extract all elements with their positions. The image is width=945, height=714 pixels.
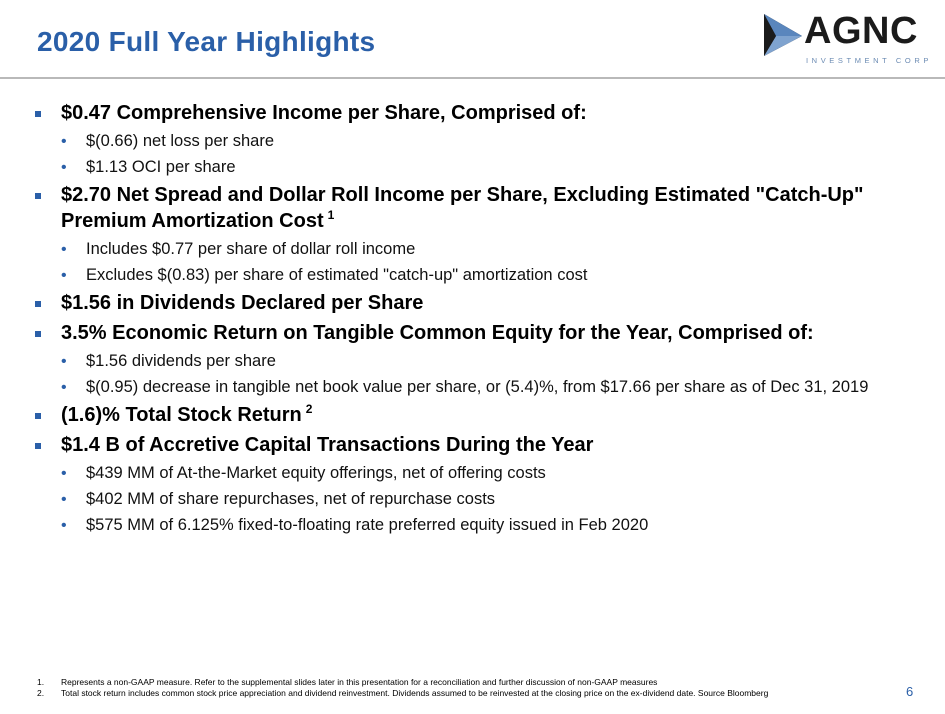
footnote-ref: 1: [327, 208, 335, 223]
highlight-item: [0, 320, 945, 346]
dot-bullet-icon: •: [61, 491, 67, 508]
sub-item: [0, 239, 945, 260]
page-title: 2020 Full Year Highlights: [37, 26, 376, 57]
sub-item: [0, 157, 945, 178]
sub-item: [0, 265, 945, 286]
dot-bullet-icon: •: [61, 267, 67, 284]
logo-subtitle: INVESTMENT CORP: [806, 56, 932, 65]
sub-item-text: $(0.66) net loss per share: [86, 132, 275, 150]
highlight-text: $2.70 Net Spread and Dollar Roll Income per Share, Excluding Estimated "Catch-Up" Premium Amortization Cost: [61, 184, 864, 232]
footnote-ref: 2: [305, 402, 313, 417]
sub-item-text: Excludes $(0.83) per share of estimated "catch-up" amortization cost: [86, 266, 588, 284]
sub-item-text: $575 MM of 6.125% fixed-to-floating rate preferred equity issued in Feb 2020: [86, 516, 649, 534]
footnotes: [37, 677, 768, 699]
dot-bullet-icon: •: [61, 465, 67, 482]
sub-item-text: $402 MM of share repurchases, net of repurchase costs: [86, 490, 496, 508]
sub-item: [0, 463, 945, 484]
company-logo: [762, 12, 932, 68]
highlights-list: [0, 96, 945, 536]
square-bullet-icon: [35, 111, 41, 117]
dot-bullet-icon: •: [61, 133, 67, 150]
highlight-item: [0, 432, 945, 458]
highlight-item: [0, 100, 945, 126]
square-bullet-icon: [35, 413, 41, 419]
sub-item: [0, 351, 945, 372]
highlight-text: $1.4 B of Accretive Capital Transactions During the Year: [61, 434, 594, 456]
highlight-item: [0, 290, 945, 316]
agnc-triangle-logo-icon: [762, 12, 804, 58]
dot-bullet-icon: •: [61, 241, 67, 258]
sub-item: [0, 515, 945, 536]
highlight-item: [0, 182, 945, 234]
highlight-text: $1.56 in Dividends Declared per Share: [61, 292, 424, 314]
highlight-text: 3.5% Economic Return on Tangible Common Equity for the Year, Comprised of:: [61, 322, 814, 344]
dot-bullet-icon: •: [61, 159, 67, 176]
sub-item-text: Includes $0.77 per share of dollar roll income: [86, 240, 416, 258]
sub-item-text: $(0.95) decrease in tangible net book value per share, or (5.4)%, from $17.66 per share as of Dec 31, 2019: [86, 378, 869, 396]
sub-item-text: $439 MM of At-the-Market equity offerings, net of offering costs: [86, 464, 546, 482]
page-number: 6: [906, 684, 914, 699]
square-bullet-icon: [35, 443, 41, 449]
footnote-number: 2.: [37, 688, 45, 698]
sub-item: [0, 377, 945, 398]
square-bullet-icon: [35, 331, 41, 337]
logo-wordmark: AGNC: [804, 10, 918, 52]
footnote: [37, 677, 768, 688]
footnote-number: 1.: [37, 677, 45, 687]
square-bullet-icon: [35, 193, 41, 199]
dot-bullet-icon: •: [61, 517, 67, 534]
sub-item: [0, 489, 945, 510]
dot-bullet-icon: •: [61, 353, 67, 370]
header-divider: [0, 77, 945, 79]
sub-item: [0, 131, 945, 152]
highlight-item: [0, 402, 945, 428]
highlight-text: $0.47 Comprehensive Income per Share, Comprised of:: [61, 102, 587, 124]
footnote-text: Represents a non-GAAP measure. Refer to the supplemental slides later in this presentation for a reconciliation and further discussion of non-GAAP measures: [61, 677, 658, 687]
footnote-text: Total stock return includes common stock price appreciation and dividend reinvestment. Dividends assumed to be reinvested at the closing price on the ex-dividend date. Source Bloomberg: [61, 688, 769, 698]
square-bullet-icon: [35, 301, 41, 307]
highlight-text: (1.6)% Total Stock Return: [61, 404, 302, 426]
footnote: [37, 688, 768, 699]
dot-bullet-icon: •: [61, 379, 67, 396]
sub-item-text: $1.13 OCI per share: [86, 158, 236, 176]
sub-item-text: $1.56 dividends per share: [86, 352, 276, 370]
